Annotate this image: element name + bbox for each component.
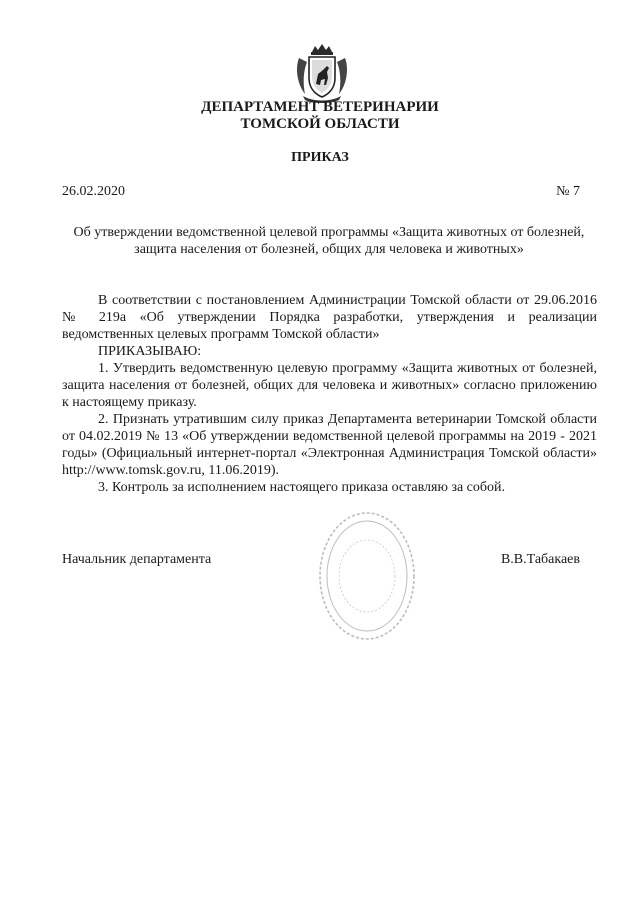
document-subject: Об утверждении ведомственной целевой программы «Защита животных от болезней, защита населения от болезней, общих для человека и животных» xyxy=(73,225,585,257)
document-body xyxy=(62,292,597,496)
order-item-2: 2. Признать утратившим силу приказ Департамента ветеринарии Томской области от 04.02.2019 № 13 «Об утверждении ведомственной целевой программы на 2019 - 2021 годы» (Официальный интернет-портал «Электронная Администрация Томской области» http://www.tomsk.gov.ru, 11.06.2019). xyxy=(62,412,597,478)
order-item-3: 3. Контроль за исполнением настоящего приказа оставляю за собой. xyxy=(98,480,506,495)
signatory-position: Начальник департамента xyxy=(62,552,212,567)
document-type: ПРИКАЗ xyxy=(291,150,349,165)
org-name-line1: ДЕПАРТАМЕНТ ВЕТЕРИНАРИИ xyxy=(201,99,439,115)
signatory-name: В.В.Табакаев xyxy=(500,552,580,567)
order-item-1: 1. Утвердить ведомственную целевую программу «Защита животных от болезней, защита населения от болезней, общих для человека и животных» согласно приложению к настоящему приказу. xyxy=(62,361,597,410)
document-date: 26.02.2020 xyxy=(62,184,125,199)
coat-of-arms-icon xyxy=(293,44,351,104)
org-name-line2: ТОМСКОЙ ОБЛАСТИ xyxy=(240,116,400,132)
official-stamp xyxy=(317,510,417,642)
order-word: ПРИКАЗЫВАЮ: xyxy=(98,344,202,359)
preamble-paragraph: В соответствии с постановлением Администрации Томской области от 29.06.2016 № 219а «Об утверждении Порядка разработки, утверждения и реализации ведомственных целевых программ Томской области» xyxy=(62,293,597,342)
document-number: № 7 xyxy=(556,184,580,199)
